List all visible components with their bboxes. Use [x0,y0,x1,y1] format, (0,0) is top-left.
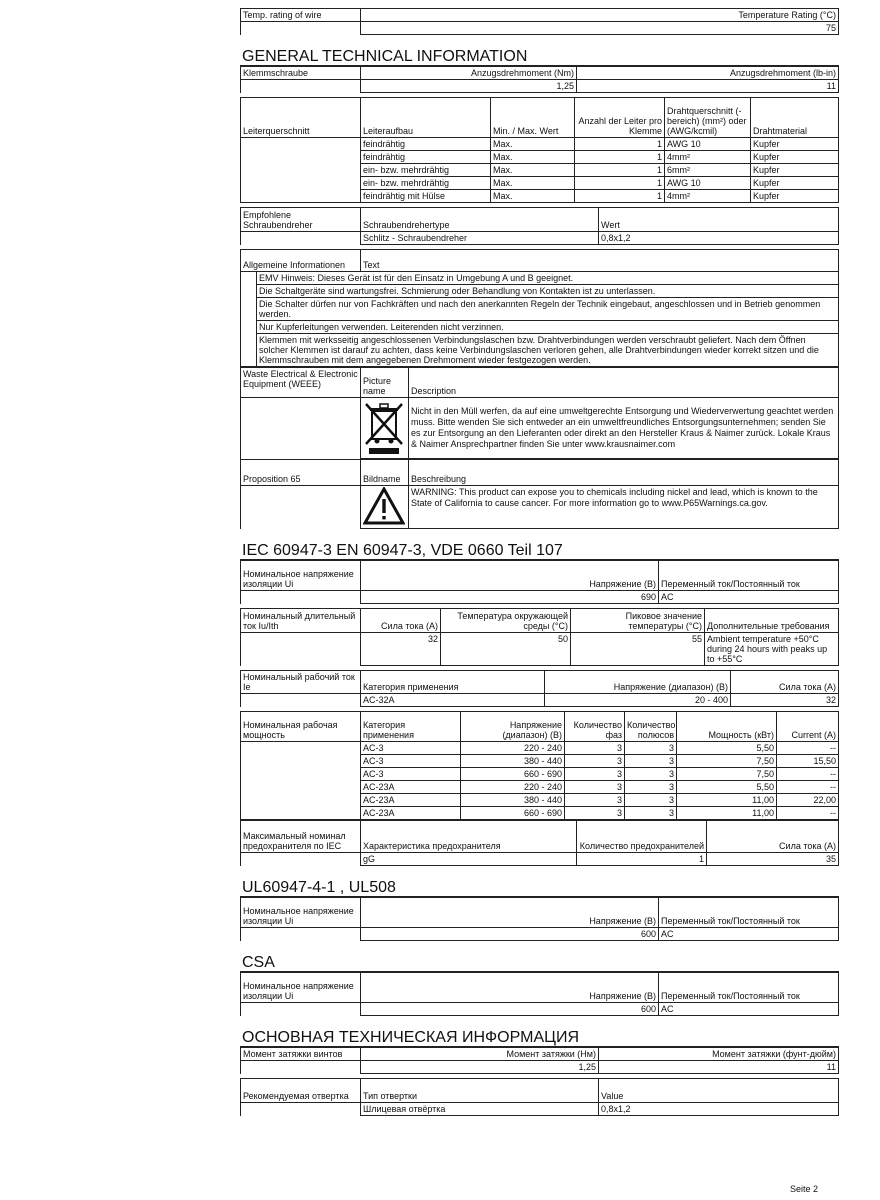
table-cell: -- [777,807,839,820]
ith-value: Ambient temperature +50°C during 24 hours with peaks up to +55°C [705,633,839,666]
general-info-item: Die Schalter dürfen nur von Fachkräften und nach den anerkannten Regeln der Technik eingebaut, angeschlossen und in Betrieb genommen werden. [257,298,839,321]
table-cell: 15,50 [777,755,839,768]
page-number: Seite 2 [789,1184,818,1194]
fuse-header: Характеристика предохранителя [361,821,577,853]
ie-header: Категория применения [361,671,545,694]
table-cell: 22,00 [777,794,839,807]
table-cell: 3 [625,768,677,781]
torque-lbin-header: Момент затяжки (фунт-дюйм) [599,1048,839,1061]
conductor-header: Drahtquerschnitt (-bereich) (mm²) oder (AWG/kcmil) [665,98,751,138]
table-cell: 3 [625,794,677,807]
ith-header: Дополнительные требования [705,609,839,633]
power-table [240,711,839,820]
fuse-value: gG [361,853,577,866]
torque-nm-value: 1,25 [361,1061,599,1074]
ie-value: 20 - 400 [545,694,731,707]
section-title-iec: IEC 60947-3 EN 60947-3, VDE 0660 Teil 107 [240,537,839,560]
table-cell: 7,50 [677,768,777,781]
csa-ui-table [240,972,839,1016]
ith-value: 55 [571,633,705,666]
table-cell: ein- bzw. mehrdrähtig [361,164,491,177]
current-type-value: AC [659,1003,839,1016]
terminal-screw-label: Klemmschraube [241,67,361,80]
temp-rating-header: Temperature Rating (°C) [361,9,839,22]
table-cell: 4mm² [665,151,751,164]
torque-nm-value: 1,25 [361,80,577,93]
fuse-header: Сила тока (A) [707,821,839,853]
table-cell: 660 - 690 [461,768,565,781]
torque-nm-header: Момент затяжки (Нм) [361,1048,599,1061]
voltage-header: Напряжение (В) [361,561,659,591]
table-cell: AC-3 [361,742,461,755]
iec-ui-label: Номинальное напряжение изоляции Ui [241,561,361,591]
ie-label: Номинальный рабочий ток Ie [241,671,361,694]
table-cell: Max. [491,164,575,177]
weee-bin-icon [361,398,409,459]
prop65-label: Proposition 65 [241,460,361,486]
temp-rating-label: Temp. rating of wire [241,9,361,22]
screwdriver-ru-table [240,1078,839,1116]
ith-header: Температура окружающей среды (°C) [441,609,571,633]
screwdriver-ru-label: Рекомендуемая отвертка [241,1079,361,1103]
table-cell: 220 - 240 [461,781,565,794]
general-info-item: Klemmen mit werksseitig angeschlossenen Verbindungslaschen bzw. Drahtverbindungen werden verschraubt geliefert. Nach dem Öffnen solcher Klemmen ist darauf zu achten, dass keine Verbindungslaschen verloren gehen, alle Drahtverbindungen wieder korrekt sitzen und die Klemmschrauben mit dem angegebenen Drehmoment wieder festgezogen werden. [257,334,839,367]
current-type-header: Переменный ток/Постоянный ток [659,973,839,1003]
table-cell: 3 [565,768,625,781]
screwdriver-value: 0,8x1,2 [599,1103,839,1116]
current-type-header: Переменный ток/Постоянный ток [659,561,839,591]
fuse-header: Количество предохранителей [577,821,707,853]
general-info-item: Nur Kupferleitungen verwenden. Leiterenden nicht verzinnen. [257,321,839,334]
temp-rating-value: 75 [361,22,839,35]
table-cell: 3 [565,755,625,768]
ith-header: Пиковое значение температуры (°C) [571,609,705,633]
torque-ru-label: Момент затяжки винтов [241,1048,361,1061]
table-cell: AC-3 [361,755,461,768]
screwdriver-type: Schlitz - Schraubendreher [361,232,599,245]
torque-lbin-header: Anzugsdrehmoment (lb-in) [577,67,839,80]
ie-table [240,670,839,707]
table-cell: 11,00 [677,807,777,820]
prop65-description: WARNING: This product can expose you to chemicals including nickel and lead, which is known to the State of California to cause cancer. For more information go to www.P65Warnings.ca.gov. [409,486,839,529]
table-cell: 3 [625,755,677,768]
ie-header: Напряжение (диапазон) (В) [545,671,731,694]
table-cell: AC-23A [361,794,461,807]
torque-nm-header: Anzugsdrehmoment (Nm) [361,67,577,80]
ie-header: Сила тока (A) [731,671,839,694]
power-label: Номинальная рабочая мощность [241,712,361,742]
conductor-header: Leiteraufbau [361,98,491,138]
general-info-item: Die Schaltgeräte sind wartungsfrei. Schmierung oder Behandlung von Kontakten ist zu unterlassen. [257,285,839,298]
power-header: Количество полюсов [625,712,677,742]
table-cell: 11,00 [677,794,777,807]
general-info-label: Allgemeine Informationen [241,250,361,272]
table-cell: Max. [491,190,575,203]
temp-rating-table [240,8,839,35]
table-cell: -- [777,768,839,781]
table-cell: -- [777,781,839,794]
ul-ui-label: Номинальное напряжение изоляции Ui [241,898,361,928]
table-cell: 3 [565,807,625,820]
datasheet-page [240,8,839,1116]
table-cell: 1 [575,190,665,203]
conductor-table [240,97,839,203]
prop65-description-header: Beschreibung [409,460,839,486]
table-cell: 380 - 440 [461,755,565,768]
table-cell: 4mm² [665,190,751,203]
screwdriver-value-header: Wert [599,208,839,232]
table-cell: Max. [491,151,575,164]
weee-picture-header: Picture name [361,368,409,398]
table-cell: 220 - 240 [461,742,565,755]
table-cell: 3 [625,807,677,820]
table-cell: feindrähtig [361,138,491,151]
table-cell: 3 [565,742,625,755]
power-header: Current (A) [777,712,839,742]
conductor-header: Drahtmaterial [751,98,839,138]
table-cell: feindrähtig [361,151,491,164]
weee-description-header: Description [409,368,839,398]
table-cell: 3 [565,781,625,794]
weee-table [240,367,839,459]
fuse-table [240,820,839,866]
fuse-value: 35 [707,853,839,866]
ith-table [240,608,839,666]
table-cell: 3 [625,742,677,755]
torque-lbin-value: 11 [577,80,839,93]
table-cell: AWG 10 [665,138,751,151]
iec-ui-table [240,560,839,604]
csa-ui-label: Номинальное напряжение изоляции Ui [241,973,361,1003]
table-cell: AC-3 [361,768,461,781]
power-header: Напряжение (диапазон) (В) [461,712,565,742]
prop65-picture-header: Bildname [361,460,409,486]
weee-description: Nicht in den Müll werfen, da auf eine umweltgerechte Entsorgung und Wiederverwertung geachtet werden muss. Bitte wenden Sie sich entweder an ein umweltfreundliches Entsorgungsunternehmen; senden Sie es zur Entsorgung an den Lieferanten oder direkt an den Hersteller Kraus & Naimer zurück. Lokale Kraus & Naimer Ansprechpartner finden Sie unter www.krausnaimer.com [409,398,839,459]
table-cell: Kupfer [751,151,839,164]
voltage-value: 600 [361,928,659,941]
weee-label: Waste Electrical & Electronic Equipment (WEEE) [241,368,361,398]
section-title-ul: UL60947-4-1 , UL508 [240,874,839,897]
table-cell: ein- bzw. mehrdrähtig [361,177,491,190]
table-cell: -- [777,742,839,755]
general-info-table [240,249,839,367]
conductor-label: Leiterquerschnitt [241,98,361,138]
table-cell: Kupfer [751,190,839,203]
table-cell: 660 - 690 [461,807,565,820]
table-cell: AC-23A [361,807,461,820]
warning-triangle-icon [361,486,409,529]
table-cell: Kupfer [751,177,839,190]
table-cell: 380 - 440 [461,794,565,807]
voltage-value: 600 [361,1003,659,1016]
table-cell: AWG 10 [665,177,751,190]
screwdriver-type-header: Тип отвертки [361,1079,599,1103]
table-cell: feindrähtig mit Hülse [361,190,491,203]
conductor-header: Min. / Max. Wert [491,98,575,138]
ie-value: AC-32A [361,694,545,707]
ul-ui-table [240,897,839,941]
fuse-value: 1 [577,853,707,866]
general-info-header: Text [361,250,839,272]
fuse-label: Максимальный номинал предохранителя по IEC [241,821,361,853]
table-cell: 3 [565,794,625,807]
table-cell: Max. [491,177,575,190]
torque-ru-table [240,1047,839,1074]
ie-value: 32 [731,694,839,707]
screwdriver-type-header: Schraubendrehertype [361,208,599,232]
ith-label: Номинальный длительный ток Iu/Ith [241,609,361,633]
ith-value: 32 [361,633,441,666]
table-cell: 7,50 [677,755,777,768]
screwdriver-value-header: Value [599,1079,839,1103]
screwdriver-value: 0,8x1,2 [599,232,839,245]
terminal-screw-table [240,66,839,93]
general-info-item: EMV Hinweis: Dieses Gerät ist für den Einsatz in Umgebung A und B geeignet. [257,272,839,285]
section-title-csa: CSA [240,949,839,972]
table-cell: Kupfer [751,164,839,177]
current-type-value: AC [659,591,839,604]
power-header: Категория применения [361,712,461,742]
table-cell: 6mm² [665,164,751,177]
table-cell: Kupfer [751,138,839,151]
section-title-general: GENERAL TECHNICAL INFORMATION [240,43,839,66]
power-header: Количество фаз [565,712,625,742]
current-type-value: AC [659,928,839,941]
ith-value: 50 [441,633,571,666]
table-cell: 1 [575,164,665,177]
voltage-header: Напряжение (В) [361,973,659,1003]
prop65-table [240,459,839,529]
torque-lbin-value: 11 [599,1061,839,1074]
table-cell: 5,50 [677,781,777,794]
voltage-header: Напряжение (В) [361,898,659,928]
current-type-header: Переменный ток/Постоянный ток [659,898,839,928]
table-cell: 1 [575,177,665,190]
table-cell: 3 [625,781,677,794]
voltage-value: 690 [361,591,659,604]
table-cell: 5,50 [677,742,777,755]
table-cell: Max. [491,138,575,151]
table-cell: 1 [575,138,665,151]
section-title-basic-ru: ОСНОВНАЯ ТЕХНИЧЕСКАЯ ИНФОРМАЦИЯ [240,1024,839,1047]
ith-header: Сила тока (A) [361,609,441,633]
conductor-header: Anzahl der Leiter pro Klemme [575,98,665,138]
power-header: Мощность (кВт) [677,712,777,742]
table-cell: 1 [575,151,665,164]
screwdriver-label: Empfohlene Schraubendreher [241,208,361,232]
table-cell: AC-23A [361,781,461,794]
screwdriver-type: Шлицевая отвёртка [361,1103,599,1116]
screwdriver-table [240,207,839,245]
